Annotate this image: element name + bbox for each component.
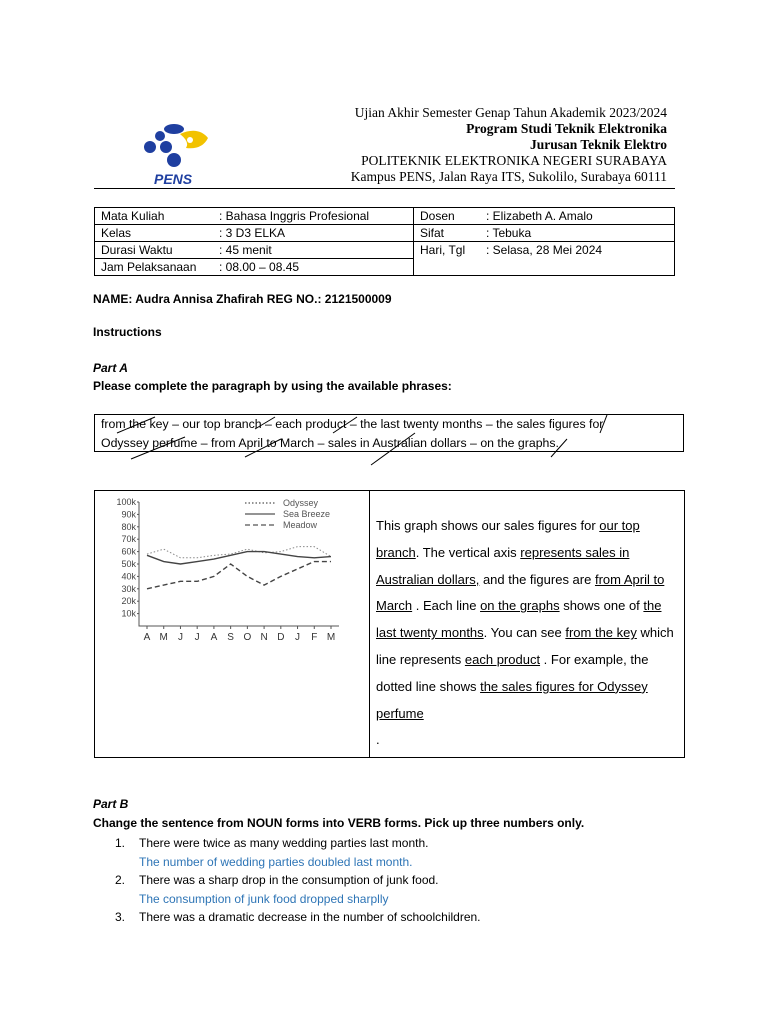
x-tick-label: O [243,632,252,643]
y-tick-label: 70k [121,534,136,545]
item-number: 3. [115,910,126,924]
x-tick-label: J [194,632,200,643]
y-tick-label: 90k [121,509,136,520]
dosen-value: : Elizabeth A. Amalo [486,209,593,223]
logo-text: PENS [154,171,193,187]
completed-paragraph [376,513,680,754]
y-tick-label: 100k [116,497,136,507]
series-line-sea-breeze [147,552,331,564]
institution-header [351,105,667,185]
phrase-line-2: Odyssey perfume – from April to March – sales in Australian dollars – on the graphs. [101,436,559,450]
y-tick-label: 10k [121,608,136,619]
part-b-title: Part B [93,797,129,811]
para-text-1: This graph shows our sales figures for [376,518,600,533]
para-text-7: which line represents [376,625,674,667]
kelas-label: Kelas [101,226,132,240]
durasi-label: Durasi Waktu [101,243,173,257]
pens-logo [138,120,210,188]
sales-line-chart [107,496,352,651]
exam-info-table [94,207,675,276]
header-line-1: Ujian Akhir Semester Genap Tahun Akademik 2023/2024 [354,105,667,120]
phrase-box [94,414,684,452]
header-line-2: Program Studi Teknik Elektronika [466,121,667,136]
phrase-line-1: from the key – our top branch – each product – the last twenty months – the sales figures for [101,417,604,431]
answer-3: from April to March [376,571,665,614]
part-a-title: Part A [93,361,128,375]
x-tick-label: F [311,632,318,643]
header-line-5: Kampus PENS, Jalan Raya ITS, Sukolilo, Surabaya 60111 [350,169,667,184]
para-text-8: . For example, the dotted line shows [376,651,649,694]
y-tick-label: 30k [121,583,136,594]
question-text: There was a sharp drop in the consumption of junk food. [139,873,439,887]
para-text-3: and the figures are [479,571,595,587]
y-tick-label: 40k [121,571,136,582]
x-tick-label: N [260,632,268,643]
para-text-6: . You can see [483,625,566,641]
series-line-meadow [147,562,331,589]
instructions-title: Instructions [93,325,162,339]
student-name: NAME: Audra Annisa Zhafirah REG NO.: 2121500009 [93,292,392,306]
x-tick-label: M [326,632,336,643]
x-tick-label: D [277,632,285,643]
hari-value: : Selasa, 28 Mei 2024 [486,243,603,257]
part-b-list [93,834,481,927]
answer-7: each product [464,651,541,667]
para-text-9: . [376,732,380,748]
dosen-label: Dosen [420,209,455,223]
x-tick-label: J [295,632,301,643]
durasi-value: : 45 menit [219,243,272,257]
sifat-label: Sifat [420,226,445,240]
y-tick-label: 60k [121,546,136,557]
legend-label: Sea Breeze [283,509,331,519]
answer-8: the sales figures for Odyssey perfume [376,678,648,721]
question-text: There was a dramatic decrease in the number of schoolchildren. [139,910,481,924]
strikethrough-marks [95,415,685,467]
graph-paragraph-box [94,490,685,758]
x-tick-label: J [177,632,183,643]
jam-value: : 08.00 – 08.45 [219,260,300,274]
jam-label: Jam Pelaksanaan [101,260,197,274]
answer-text: The consumption of junk food dropped sharplly [139,891,389,906]
mata-kuliah-value: : Bahasa Inggris Profesional [219,209,370,223]
x-tick-label: A [210,632,218,643]
answer-1: our top branch [376,518,640,560]
x-tick-label: S [227,632,234,643]
item-number: 1. [115,836,126,850]
answer-text: The number of wedding parties doubled last month. [139,854,413,869]
kelas-value: : 3 D3 ELKA [219,226,286,240]
part-b-instruction: Change the sentence from NOUN forms into VERB forms. Pick up three numbers only. [93,816,585,830]
answer-6: from the key [565,625,637,641]
y-tick-label: 20k [121,596,136,607]
answer-2: represents sales in Australian dollars, [376,544,630,587]
question-text: There were twice as many wedding parties last month. [139,836,429,850]
mata-kuliah-label: Mata Kuliah [101,209,165,223]
x-tick-label: M [159,632,168,643]
list-item [93,908,481,927]
y-tick-label: 50k [121,559,136,569]
legend-label: Odyssey [283,498,319,508]
list-item [93,834,481,871]
item-number: 2. [115,873,126,887]
series-line-odyssey [147,547,331,558]
x-tick-label: A [143,632,151,643]
answer-4: on the graphs [480,598,560,614]
hari-label: Hari, Tgl [420,243,466,257]
y-tick-label: 80k [121,521,136,532]
sifat-value: : Tebuka [486,226,532,240]
answer-5: the last twenty months [376,598,662,641]
legend-label: Meadow [283,520,318,530]
header-rule [94,188,675,189]
part-a-instruction: Please complete the paragraph by using the available phrases: [93,379,452,393]
header-line-4: POLITEKNIK ELEKTRONIKA NEGERI SURABAYA [361,153,667,168]
header-line-3: Jurusan Teknik Elektro [529,137,667,152]
para-text-4: . Each line [412,598,481,614]
list-item [93,871,481,908]
para-text-5: shows one of [559,598,644,614]
para-text-2: . The vertical axis [415,544,521,560]
